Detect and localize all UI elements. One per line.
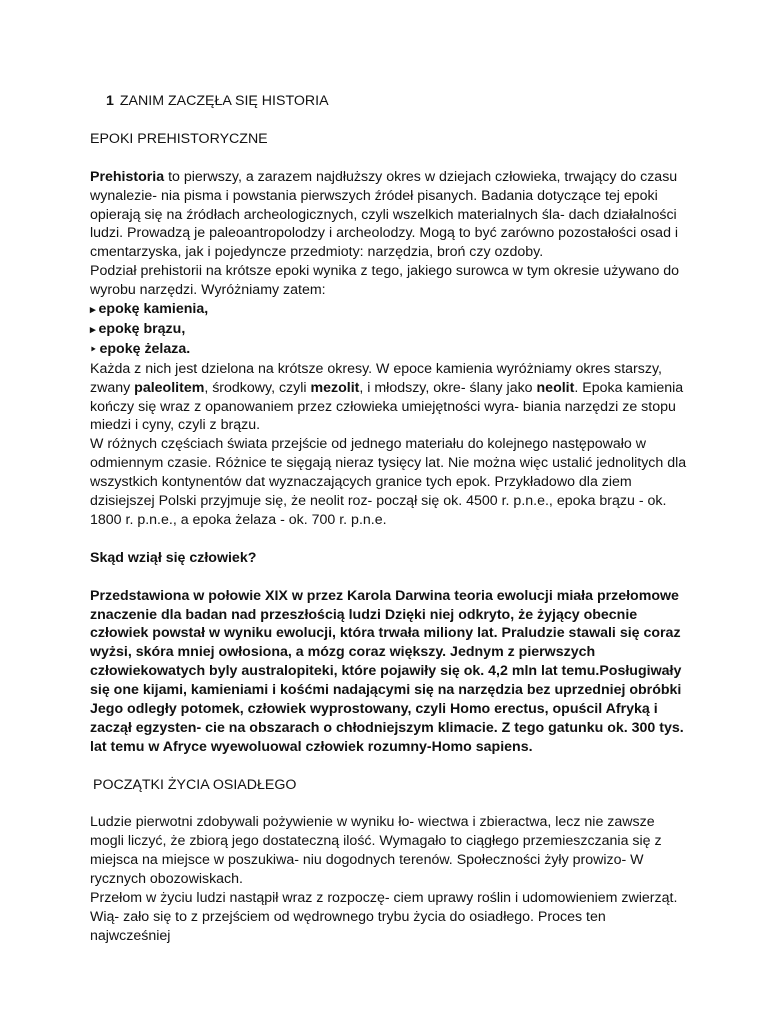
- list-marker: ▸: [90, 304, 96, 317]
- paragraph-transition: W różnych częściach świata przejście od jednego materiału do kolejnego następowało w odmiennym czasie. Różnice te sięgają nieraz tysięcy lat. Nie można więc ustalić jednolitych dla wszystkich kontynentów dat wyznaczających granice tych epok. Przykładowo dla ziem dzisiejszej Polski przyjmuje się, że neolit roz- począł się ok. 4500 r. p.n.e., epoka brązu - ok. 1800 r. p.n.e., a epoka żelaza - ok. 700 r. p.n.e.: [90, 436, 687, 528]
- paragraph-periods: [90, 360, 690, 436]
- chapter-title: ZANIM ZACZĘŁA SIĘ HISTORIA: [119, 93, 329, 109]
- text-run: Każda z nich jest dzielona na krótsze okresy. W epoce kamienia wyróżniamy okres starszy, zwany: [90, 360, 662, 396]
- paragraph-hunter-gatherers: Ludzie pierwotni zdobywali pożywienie w wyniku ło- wiectwa i zbieractwa, lecz nie zawsze mogli liczyć, że zbiorą jego dostateczną ilość. Wymagało to ciągłego przemieszczania się z miejsca na miejsce w poszukiwa- niu dogodnych terenów. Społeczności żyły prowizo- W rycznych obozowiskach.: [90, 814, 662, 888]
- list-marker: ‣: [90, 343, 97, 356]
- document-page: [90, 92, 690, 946]
- list-item-bronze-age: [90, 320, 690, 340]
- section-heading-human-origin: Skąd wziął się człowiek?: [90, 549, 257, 566]
- list-item-stone-age: [90, 300, 690, 320]
- list-item-iron-age: [90, 340, 690, 360]
- paragraph-prehistory-intro: [90, 168, 690, 263]
- chapter-number: 1: [106, 93, 114, 109]
- paragraph-agriculture: Przełom w życiu ludzi nastąpił wraz z rozpoczę- ciem uprawy roślin i udomowieniem zwierząt. Wią- zało się to z przejściem od wędrownego trybu życia do osiadłego. Proces ten najwcześniej: [90, 890, 678, 944]
- term-prehistoria: Prehistoria: [90, 168, 165, 185]
- section-heading-settled-life: POCZĄTKI ŻYCIA OSIADŁEGO: [93, 776, 297, 793]
- list-marker: ▸: [90, 323, 96, 336]
- text-run: . Epoka kamienia kończy się wraz z opanowaniem przez człowieka umiejętności wyra- biania narzędzi ze stopu miedzi i cyny, czyli z brązu.: [90, 379, 684, 434]
- list-item-text: epokę brązu,: [98, 320, 186, 337]
- list-item-text: epokę żelaza.: [99, 340, 191, 357]
- paragraph-evolution: Przedstawiona w połowie XIX w przez Karola Darwina teoria ewolucji miała przełomowe znaczenie dla badan nad przeszłością ludzi Dzięki niej odkryto, że żyjący obecnie człowiek powstał w wyniku ewolucji, która trwała miliony lat. Praludzie stawali się coraz wyżsi, skóra mniej owłosiona, a mózg coraz większy. Jednym z pierwszych człowiekowatych byly australopiteki, które pojawiły się ok. 4,2 mln lat temu.Posługiwały się one kijami, kamieniami i kośćmi nadającymi się na narzędzia bez uprzedniej obróbki Jego odległy potomek, człowiek wyprostowany, czyli Homo erectus, opuścil Afryką i zaczął egzysten- cie na obszarach o chłodniejszym klimacie. Z tego gatunku ok. 300 tys. lat temu w Afryce wyewoluowal człowiek rozumny-Homo sapiens.: [90, 587, 684, 755]
- term-paleolit: paleolitem: [134, 379, 205, 396]
- section-heading-prehistoric-epochs: EPOKI PREHISTORYCZNE: [90, 130, 268, 147]
- intro-text: to pierwszy, a zarazem najdłuższy okres w dziejach człowieka, trwający do czasu wynalezie- nia pisma i powstania pierwszych źródeł pisanych. Badania dotyczące tej epoki opierają się na źródłach archeologicznych, czyli wszelkich materialnych śla- dach działalności ludzi. Prowadzą je paleoantropolodzy i archeolodzy. Mogą to być zarówno pozostałości osad i cmentarzyska, jak i pojedyncze przedmioty: narzędzia, broń czy ozdoby.: [90, 168, 679, 261]
- text-run: , środkowy, czyli: [204, 379, 311, 396]
- term-neolit: neolit: [536, 379, 575, 396]
- paragraph-division: Podział prehistorii na krótsze epoki wynika z tego, jakiego surowca w tym okresie używano do wyrobu narzędzi. Wyróżniamy zatem:: [90, 263, 680, 299]
- term-mezolit: mezolit: [310, 379, 360, 396]
- chapter-heading: [90, 92, 690, 111]
- list-item-text: epokę kamienia,: [98, 301, 209, 318]
- text-run: , i młodszy, okre- ślany jako: [359, 379, 537, 396]
